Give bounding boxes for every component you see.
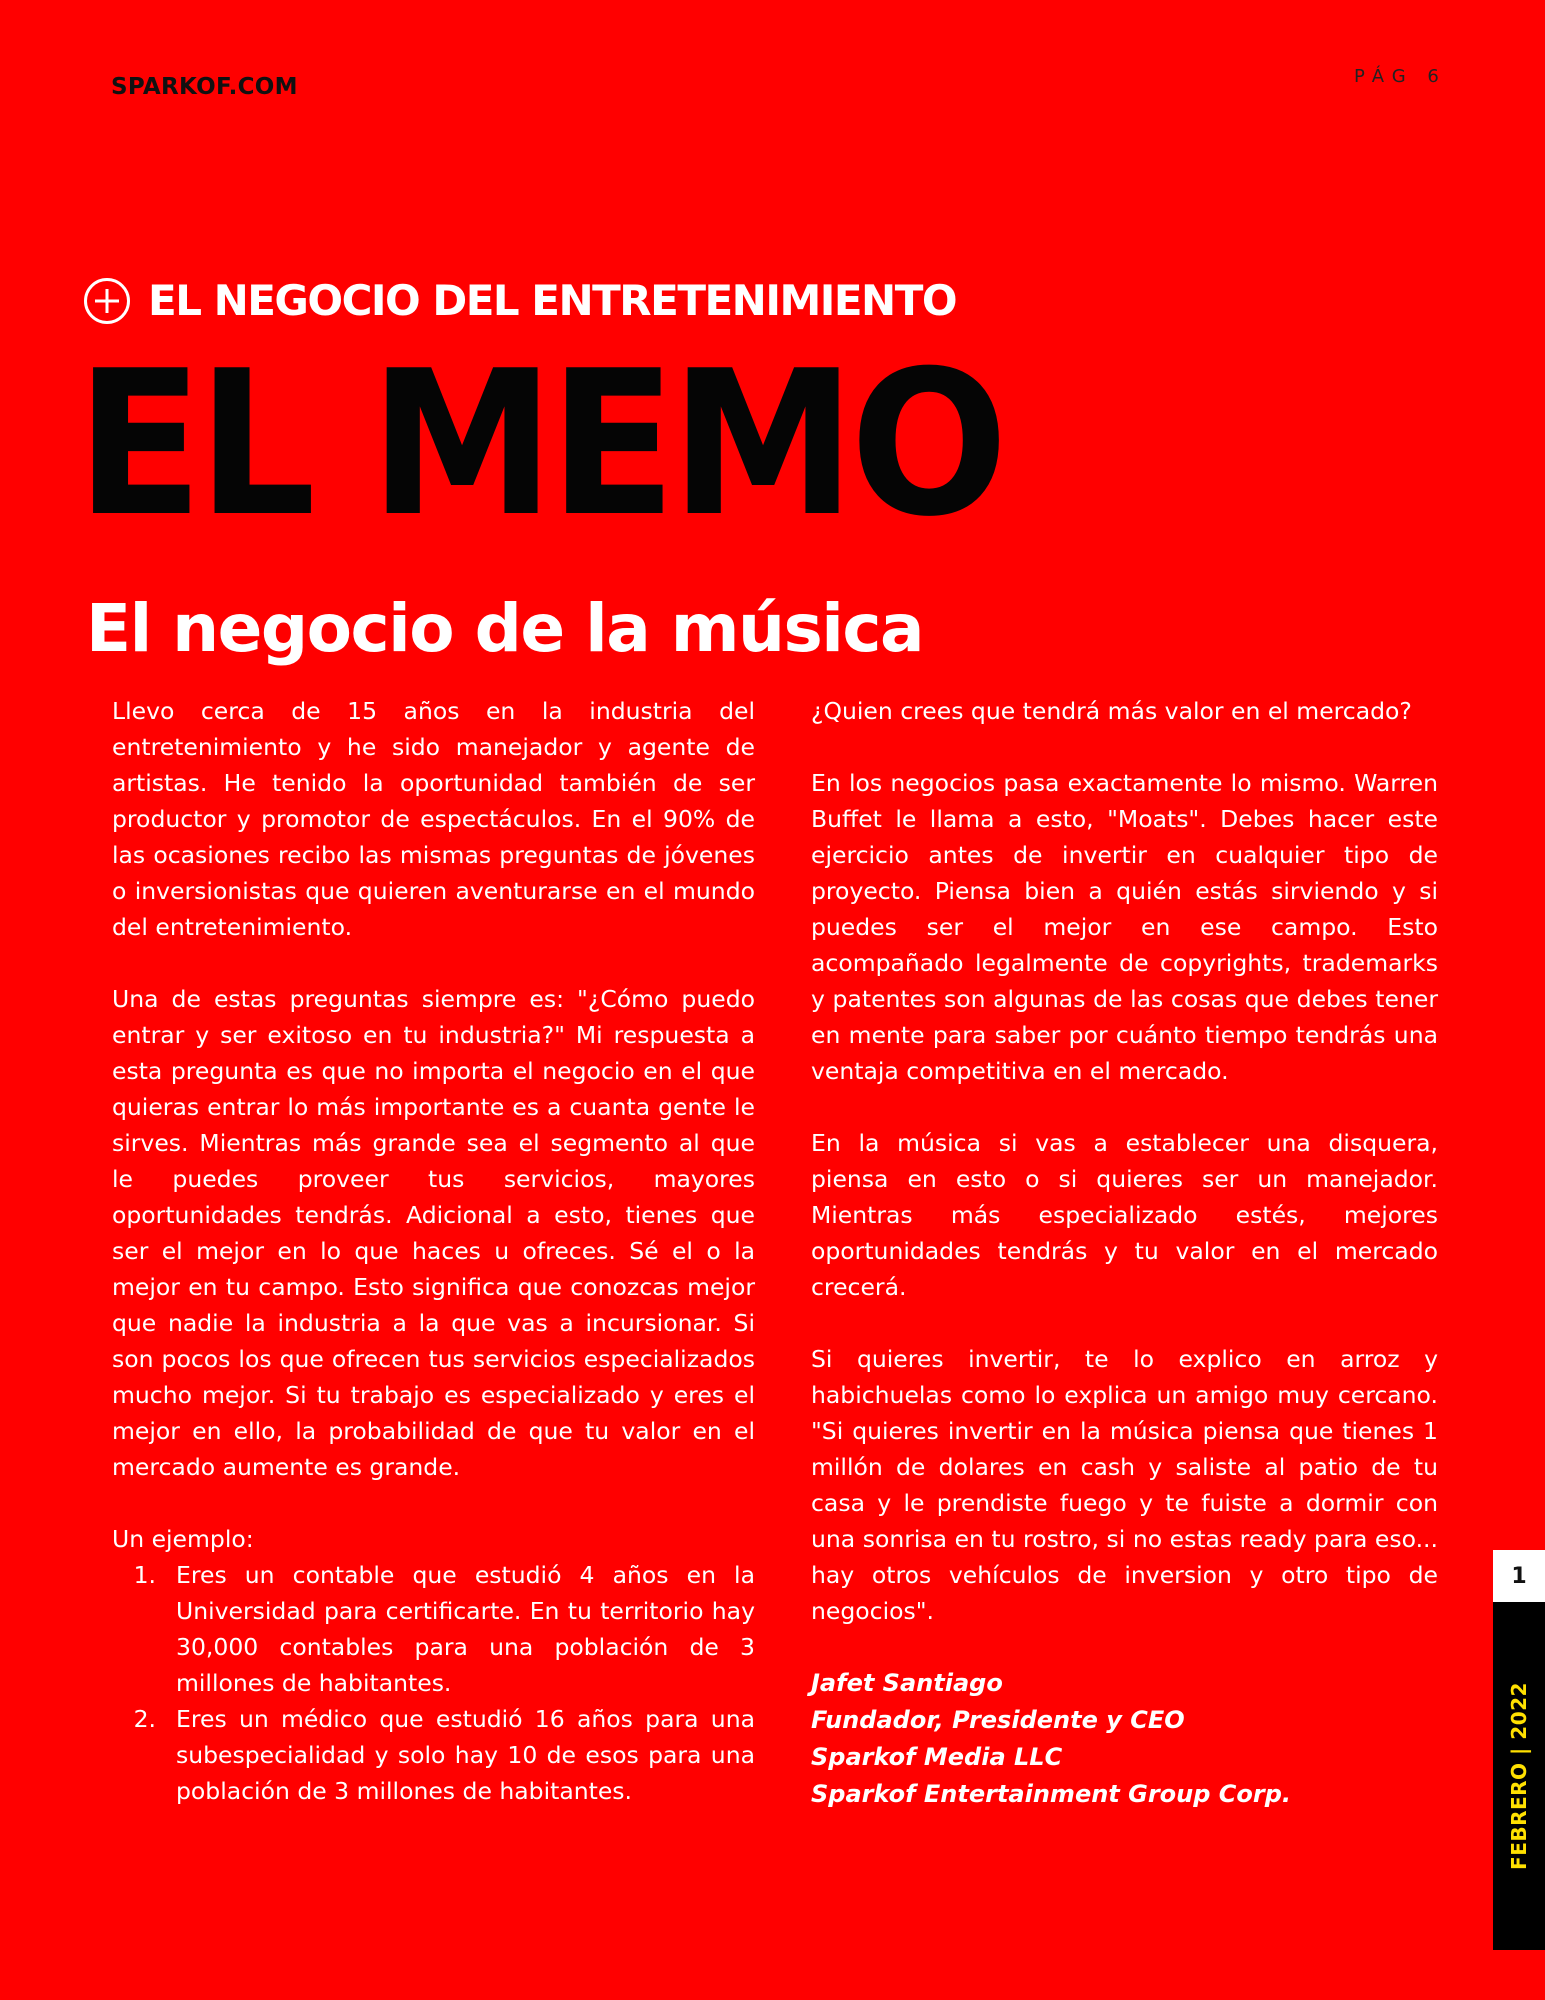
list-text: Eres un médico que estudió 16 años para una subespecialidad y solo hay 10 de esos para una población de 3 millones de habitantes. — [176, 1705, 755, 1805]
left-column — [112, 693, 755, 1809]
paragraph: Llevo cerca de 15 años en la industria del entretenimiento y he sido manejador y agente de artistas. He tenido la oportunidad también de ser productor y promotor de espectáculos. En el 90% de las ocasiones recibo las mismas preguntas de jóvenes o inversionistas que quieren aventurarse en el mundo del entretenimiento. — [112, 697, 755, 941]
kicker-text: EL NEGOCIO DEL ENTRETENIMIENTO — [148, 276, 957, 325]
list-item — [132, 1557, 755, 1701]
page-number: PÁG 6 — [1354, 66, 1447, 87]
article-subtitle: El negocio de la música — [86, 590, 924, 667]
signature-company: Sparkof Media LLC — [811, 1743, 1063, 1771]
signature-name: Jafet Santiago — [811, 1669, 1003, 1697]
paragraph: Si quieres invertir, te lo explico en arroz y habichuelas como lo explica un amigo muy cercano. "Si quieres invertir en la música piensa que tienes 1 millón de dolares en cash y saliste al patio de tu casa y le prendiste fuego y te fuiste a dormir con una sonrisa en tu rostro, si no estas ready para eso... hay otros vehículos de inversion y otro tipo de negocios". — [811, 1345, 1438, 1625]
site-name[interactable]: SPARKOF.COM — [111, 74, 298, 100]
plus-circle-icon — [84, 278, 130, 324]
side-tab-number: 1 — [1493, 1550, 1545, 1602]
example-list — [132, 1557, 755, 1809]
signature-block — [811, 1665, 1438, 1813]
signature-role: Fundador, Presidente y CEO — [811, 1706, 1185, 1734]
right-column — [811, 693, 1438, 1813]
paragraph: Una de estas preguntas siempre es: "¿Cómo puedo entrar y ser exitoso en tu industria?" Mi respuesta a esta pregunta es que no importa el negocio en el que quieras entrar lo más importante es a cuanta gente le sirves. Mientras más grande sea el segmento al que le puedes proveer tus servicios, mayores oportunidades tendrás. Adicional a esto, tienes que ser el mejor en lo que haces u ofreces. Sé el o la mejor en tu campo. Esto significa que conozcas mejor que nadie la industria a la que vas a incursionar. Si son pocos los que ofrecen tus servicios especializados mucho mejor. Si tu trabajo es especializado y eres el mejor en ello, la probabilidad de que tu valor en el mercado aumente es grande. — [112, 985, 755, 1481]
paragraph: En los negocios pasa exactamente lo mismo. Warren Buffet le llama a esto, "Moats". Debes hacer este ejercicio antes de invertir en cualquier tipo de proyecto. Piensa bien a quién estás sirviendo y si puedes ser el mejor en ese campo. Esto acompañado legalmente de copyrights, trademarks y patentes son algunas de las cosas que debes tener en mente para saber por cuánto tiempo tendrás una ventaja competitiva en el mercado. — [811, 769, 1438, 1085]
example-intro: Un ejemplo: — [112, 1525, 254, 1553]
section-kicker — [84, 276, 956, 325]
paragraph: ¿Quien crees que tendrá más valor en el mercado? — [811, 697, 1412, 725]
list-item — [132, 1701, 755, 1809]
list-text: Eres un contable que estudió 4 años en la Universidad para certificarte. En tu territorio hay 30,000 contables para una población de 3 millones de habitantes. — [176, 1561, 755, 1697]
main-title: EL MEMO — [76, 328, 1003, 561]
paragraph: En la música si vas a establecer una disquera, piensa en esto o si quieres ser un manejador. Mientras más especializado estés, mejores oportunidades tendrás y tu valor en el mercado crecerá. — [811, 1129, 1438, 1301]
list-number: 2. — [133, 1705, 156, 1733]
list-number: 1. — [133, 1561, 156, 1589]
side-tab-date: FEBRERO | 2022 — [1507, 1682, 1531, 1870]
signature-group: Sparkof Entertainment Group Corp. — [811, 1780, 1292, 1808]
